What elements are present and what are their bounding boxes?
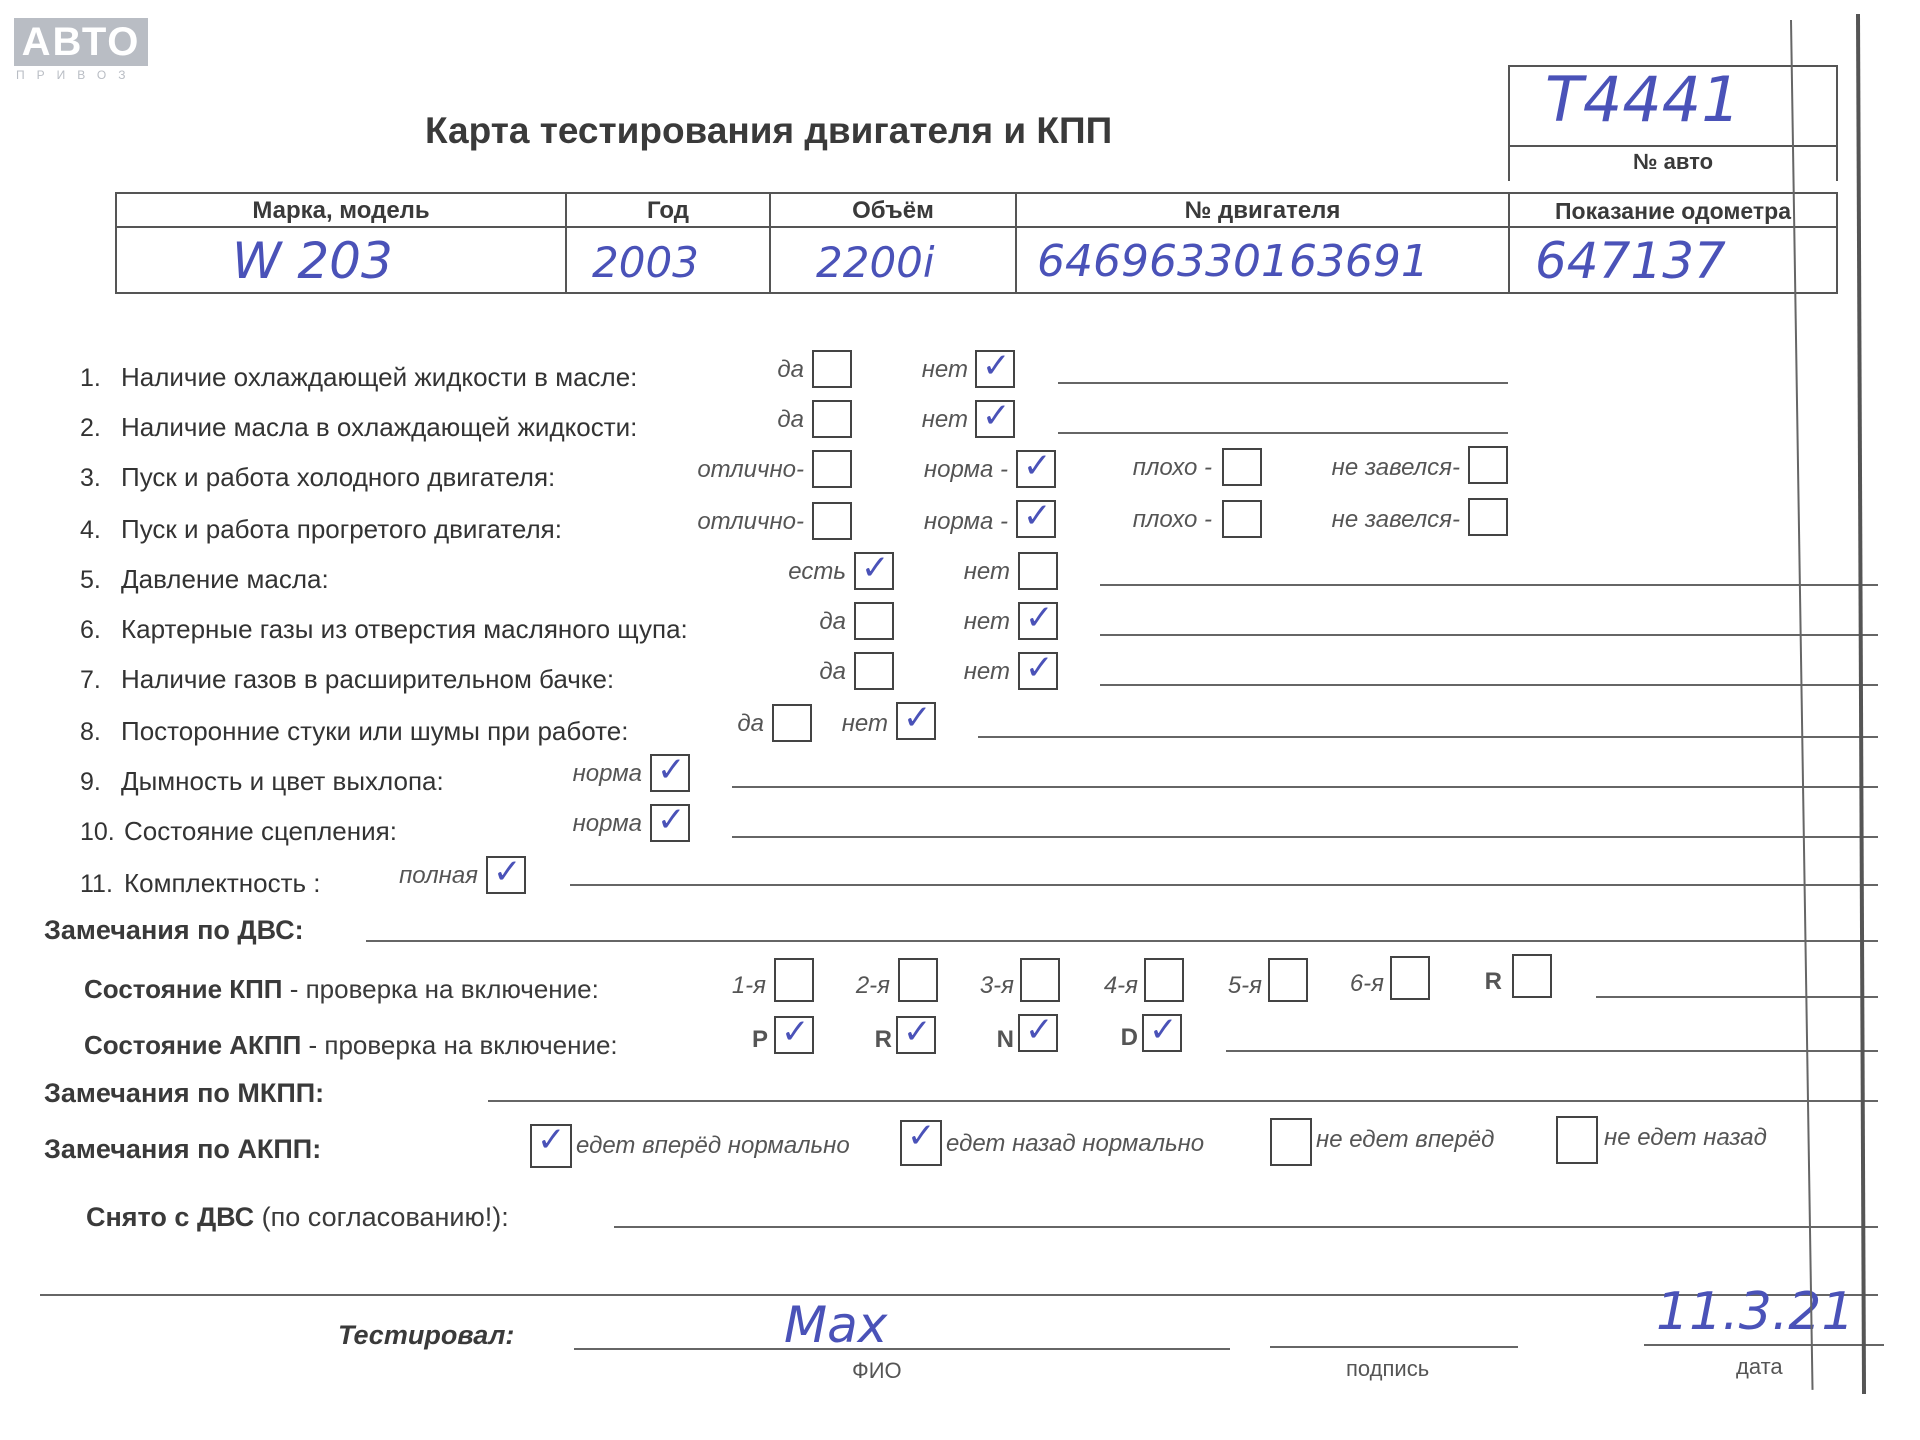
q7-yes-checkbox[interactable] [854, 652, 894, 690]
kpp-label: Состояние КПП - проверка на включение: [84, 974, 599, 1004]
logo-brand: АВТО [14, 18, 148, 66]
q9-opt-normal: норма [572, 760, 642, 787]
q7-no-checkbox[interactable]: ✓ [1018, 652, 1058, 690]
q4-nostart-checkbox[interactable] [1468, 498, 1508, 536]
q6-num: 6. [80, 616, 101, 644]
akpp-gear-p: P [751, 1026, 768, 1053]
q8-opt-yes: да [737, 710, 764, 737]
akpp-no-backward-checkbox[interactable] [1556, 1116, 1598, 1164]
q4-opt-nostart: не завелся- [1331, 506, 1460, 533]
kpp-gear-3: 3-я [979, 972, 1014, 999]
q6-text: Картерные газы из отверстия масляного щупа: [121, 614, 688, 644]
q9-num: 9. [80, 768, 101, 796]
q4-opt-excellent: отлично- [697, 508, 804, 535]
tested-label: Тестировал: [338, 1320, 515, 1350]
q7-opt-no: нет [963, 658, 1010, 685]
footer-divider [40, 1294, 1878, 1296]
kpp-gear-5-checkbox[interactable] [1268, 958, 1308, 1002]
remarks-ice-line [366, 940, 1878, 942]
q2-num: 2. [80, 414, 101, 442]
akpp-forward-ok-checkbox[interactable]: ✓ [530, 1124, 572, 1168]
q1-text: Наличие охлаждающей жидкости в масле: [121, 362, 638, 392]
year-value-cell [565, 226, 771, 294]
q9-text: Дымность и цвет выхлопа: [121, 766, 444, 796]
q2-opt-no: нет [921, 406, 968, 433]
q2-yes-checkbox[interactable] [812, 400, 852, 438]
q9-line [732, 786, 1878, 788]
q8-yes-checkbox[interactable] [772, 704, 812, 742]
sign-label: подпись [1346, 1356, 1430, 1381]
q3-opt-normal: норма - [923, 456, 1008, 483]
car-number-box [1508, 65, 1838, 147]
sign-line [1270, 1346, 1518, 1348]
q3-opt-bad: плохо - [1132, 454, 1212, 481]
q11-full-checkbox[interactable]: ✓ [486, 856, 526, 894]
akpp-gear-d: D [1120, 1024, 1138, 1051]
q5-opt-yes: есть [788, 558, 846, 585]
date-value: 11.3.21 [1656, 1282, 1855, 1342]
volume-value-cell [769, 226, 1017, 294]
akpp-forward-ok-label: едет вперёд нормально [576, 1132, 850, 1159]
kpp-gear-r-checkbox[interactable] [1512, 954, 1552, 998]
engine-value: 64696330163691 [1037, 236, 1429, 287]
q10-opt-normal: норма [572, 810, 642, 837]
akpp-no-backward-label: не едет назад [1604, 1124, 1767, 1151]
kpp-gear-4-checkbox[interactable] [1144, 958, 1184, 1002]
q3-opt-nostart: не завелся- [1331, 454, 1460, 481]
remarks-akpp-label: Замечания по АКПП: [44, 1134, 322, 1164]
removed-line [614, 1226, 1878, 1228]
fio-label: ФИО [852, 1358, 902, 1383]
volume-label: Объём [769, 192, 1017, 228]
q9-normal-checkbox[interactable]: ✓ [650, 754, 690, 792]
brand-value: W 203 [232, 232, 393, 290]
q3-opt-excellent: отлично- [697, 456, 804, 483]
q8-opt-no: нет [841, 710, 888, 737]
q7-opt-yes: да [819, 658, 846, 685]
removed-label: Снято с ДВС (по согласованию!): [86, 1202, 509, 1232]
q4-opt-bad: плохо - [1132, 506, 1212, 533]
q2-text: Наличие масла в охлаждающей жидкости: [121, 412, 638, 442]
akpp-line [1226, 1050, 1878, 1052]
q3-excellent-checkbox[interactable] [812, 450, 852, 488]
q10-num: 10. [80, 818, 115, 846]
akpp-gear-p-checkbox[interactable]: ✓ [774, 1016, 814, 1054]
brand-value-cell [115, 226, 567, 294]
odometer-value: 647137 [1535, 232, 1726, 290]
q6-opt-no: нет [963, 608, 1010, 635]
q1-no-checkbox[interactable]: ✓ [975, 350, 1015, 388]
car-number-value: Т4441 [1545, 63, 1741, 136]
volume-value: 2200i [816, 238, 935, 287]
q3-nostart-checkbox[interactable] [1468, 446, 1508, 484]
brand-label: Марка, модель [115, 192, 567, 228]
q11-opt-full: полная [399, 862, 478, 889]
odometer-value-cell [1508, 226, 1838, 294]
q3-num: 3. [80, 464, 101, 492]
akpp-gear-d-checkbox[interactable]: ✓ [1142, 1014, 1182, 1052]
q11-num: 11. [80, 870, 113, 898]
kpp-gear-1: 1-я [731, 972, 766, 999]
odometer-label: Показание одометра [1508, 192, 1838, 228]
logo-sub: ПРИВОЗ [16, 68, 138, 82]
q2-no-checkbox[interactable]: ✓ [975, 400, 1015, 438]
q4-excellent-checkbox[interactable] [812, 502, 852, 540]
q6-yes-checkbox[interactable] [854, 602, 894, 640]
akpp-gear-r-checkbox[interactable]: ✓ [896, 1016, 936, 1054]
q1-yes-checkbox[interactable] [812, 350, 852, 388]
akpp-gear-r: R [874, 1026, 892, 1053]
q4-text: Пуск и работа прогретого двигателя: [121, 514, 562, 544]
q4-num: 4. [80, 516, 101, 544]
q4-bad-checkbox[interactable] [1222, 500, 1262, 538]
kpp-gear-r: R [1484, 968, 1502, 995]
engine-value-cell [1015, 226, 1510, 294]
q8-num: 8. [80, 718, 101, 746]
q6-opt-yes: да [819, 608, 846, 635]
kpp-gear-2-checkbox[interactable] [898, 958, 938, 1002]
kpp-line [1596, 996, 1878, 998]
remarks-mkpp-line [488, 1100, 1878, 1102]
q5-line [1100, 584, 1878, 586]
q6-no-checkbox[interactable]: ✓ [1018, 602, 1058, 640]
q1-num: 1. [80, 364, 101, 392]
q7-num: 7. [80, 666, 101, 694]
q4-opt-normal: норма - [923, 508, 1008, 535]
q1-opt-yes: да [777, 356, 804, 383]
q5-text: Давление масла: [121, 564, 329, 594]
kpp-gear-2: 2-я [855, 972, 890, 999]
q3-bad-checkbox[interactable] [1222, 448, 1262, 486]
date-label: дата [1736, 1354, 1783, 1379]
tester-signature: Мах [784, 1296, 888, 1354]
q1-opt-no: нет [921, 356, 968, 383]
akpp-backward-ok-label: едет назад нормально [946, 1130, 1205, 1157]
kpp-gear-5: 5-я [1227, 972, 1262, 999]
year-value: 2003 [592, 238, 699, 287]
q10-text: Состояние сцепления: [124, 816, 397, 846]
page-title: Карта тестирования двигателя и КПП [425, 110, 1113, 151]
date-line [1644, 1344, 1884, 1346]
car-number-label: № авто [1632, 149, 1714, 174]
kpp-gear-6-checkbox[interactable] [1390, 956, 1430, 1000]
q5-no-checkbox[interactable] [1018, 552, 1058, 590]
q5-yes-checkbox[interactable]: ✓ [854, 552, 894, 590]
q7-text: Наличие газов в расширительном бачке: [121, 664, 615, 694]
akpp-backward-ok-checkbox[interactable]: ✓ [900, 1120, 942, 1166]
q6-line [1100, 634, 1878, 636]
q2-line [1058, 432, 1508, 434]
akpp-no-forward-checkbox[interactable] [1270, 1118, 1312, 1166]
scan-page-edge [1856, 14, 1866, 1394]
q5-num: 5. [80, 566, 101, 594]
q10-line [732, 836, 1878, 838]
q11-text: Комплектность : [124, 868, 321, 898]
q3-normal-checkbox[interactable]: ✓ [1016, 450, 1056, 488]
year-label: Год [565, 192, 771, 228]
q3-text: Пуск и работа холодного двигателя: [121, 462, 556, 492]
q11-line [570, 884, 1878, 886]
akpp-gear-n-checkbox[interactable]: ✓ [1018, 1014, 1058, 1052]
q5-opt-no: нет [963, 558, 1010, 585]
akpp-label: Состояние АКПП - проверка на включение: [84, 1030, 618, 1060]
q4-normal-checkbox[interactable]: ✓ [1016, 500, 1056, 538]
logo [14, 18, 148, 82]
akpp-gear-n: N [996, 1026, 1014, 1053]
kpp-gear-6: 6-я [1349, 970, 1384, 997]
q2-opt-yes: да [777, 406, 804, 433]
akpp-no-forward-label: не едет вперёд [1316, 1126, 1495, 1153]
remarks-ice-label: Замечания по ДВС: [44, 915, 304, 945]
q8-text: Посторонние стуки или шумы при работе: [121, 716, 629, 746]
remarks-mkpp-label: Замечания по МКПП: [44, 1078, 325, 1108]
kpp-gear-1-checkbox[interactable] [774, 958, 814, 1002]
q10-normal-checkbox[interactable]: ✓ [650, 804, 690, 842]
engine-label: № двигателя [1015, 192, 1510, 228]
q8-line [978, 736, 1878, 738]
kpp-gear-3-checkbox[interactable] [1020, 958, 1060, 1002]
q8-no-checkbox[interactable]: ✓ [896, 702, 936, 740]
q1-line [1058, 382, 1508, 384]
kpp-gear-4: 4-я [1103, 972, 1138, 999]
fio-line [574, 1348, 1230, 1350]
q7-line [1100, 684, 1878, 686]
